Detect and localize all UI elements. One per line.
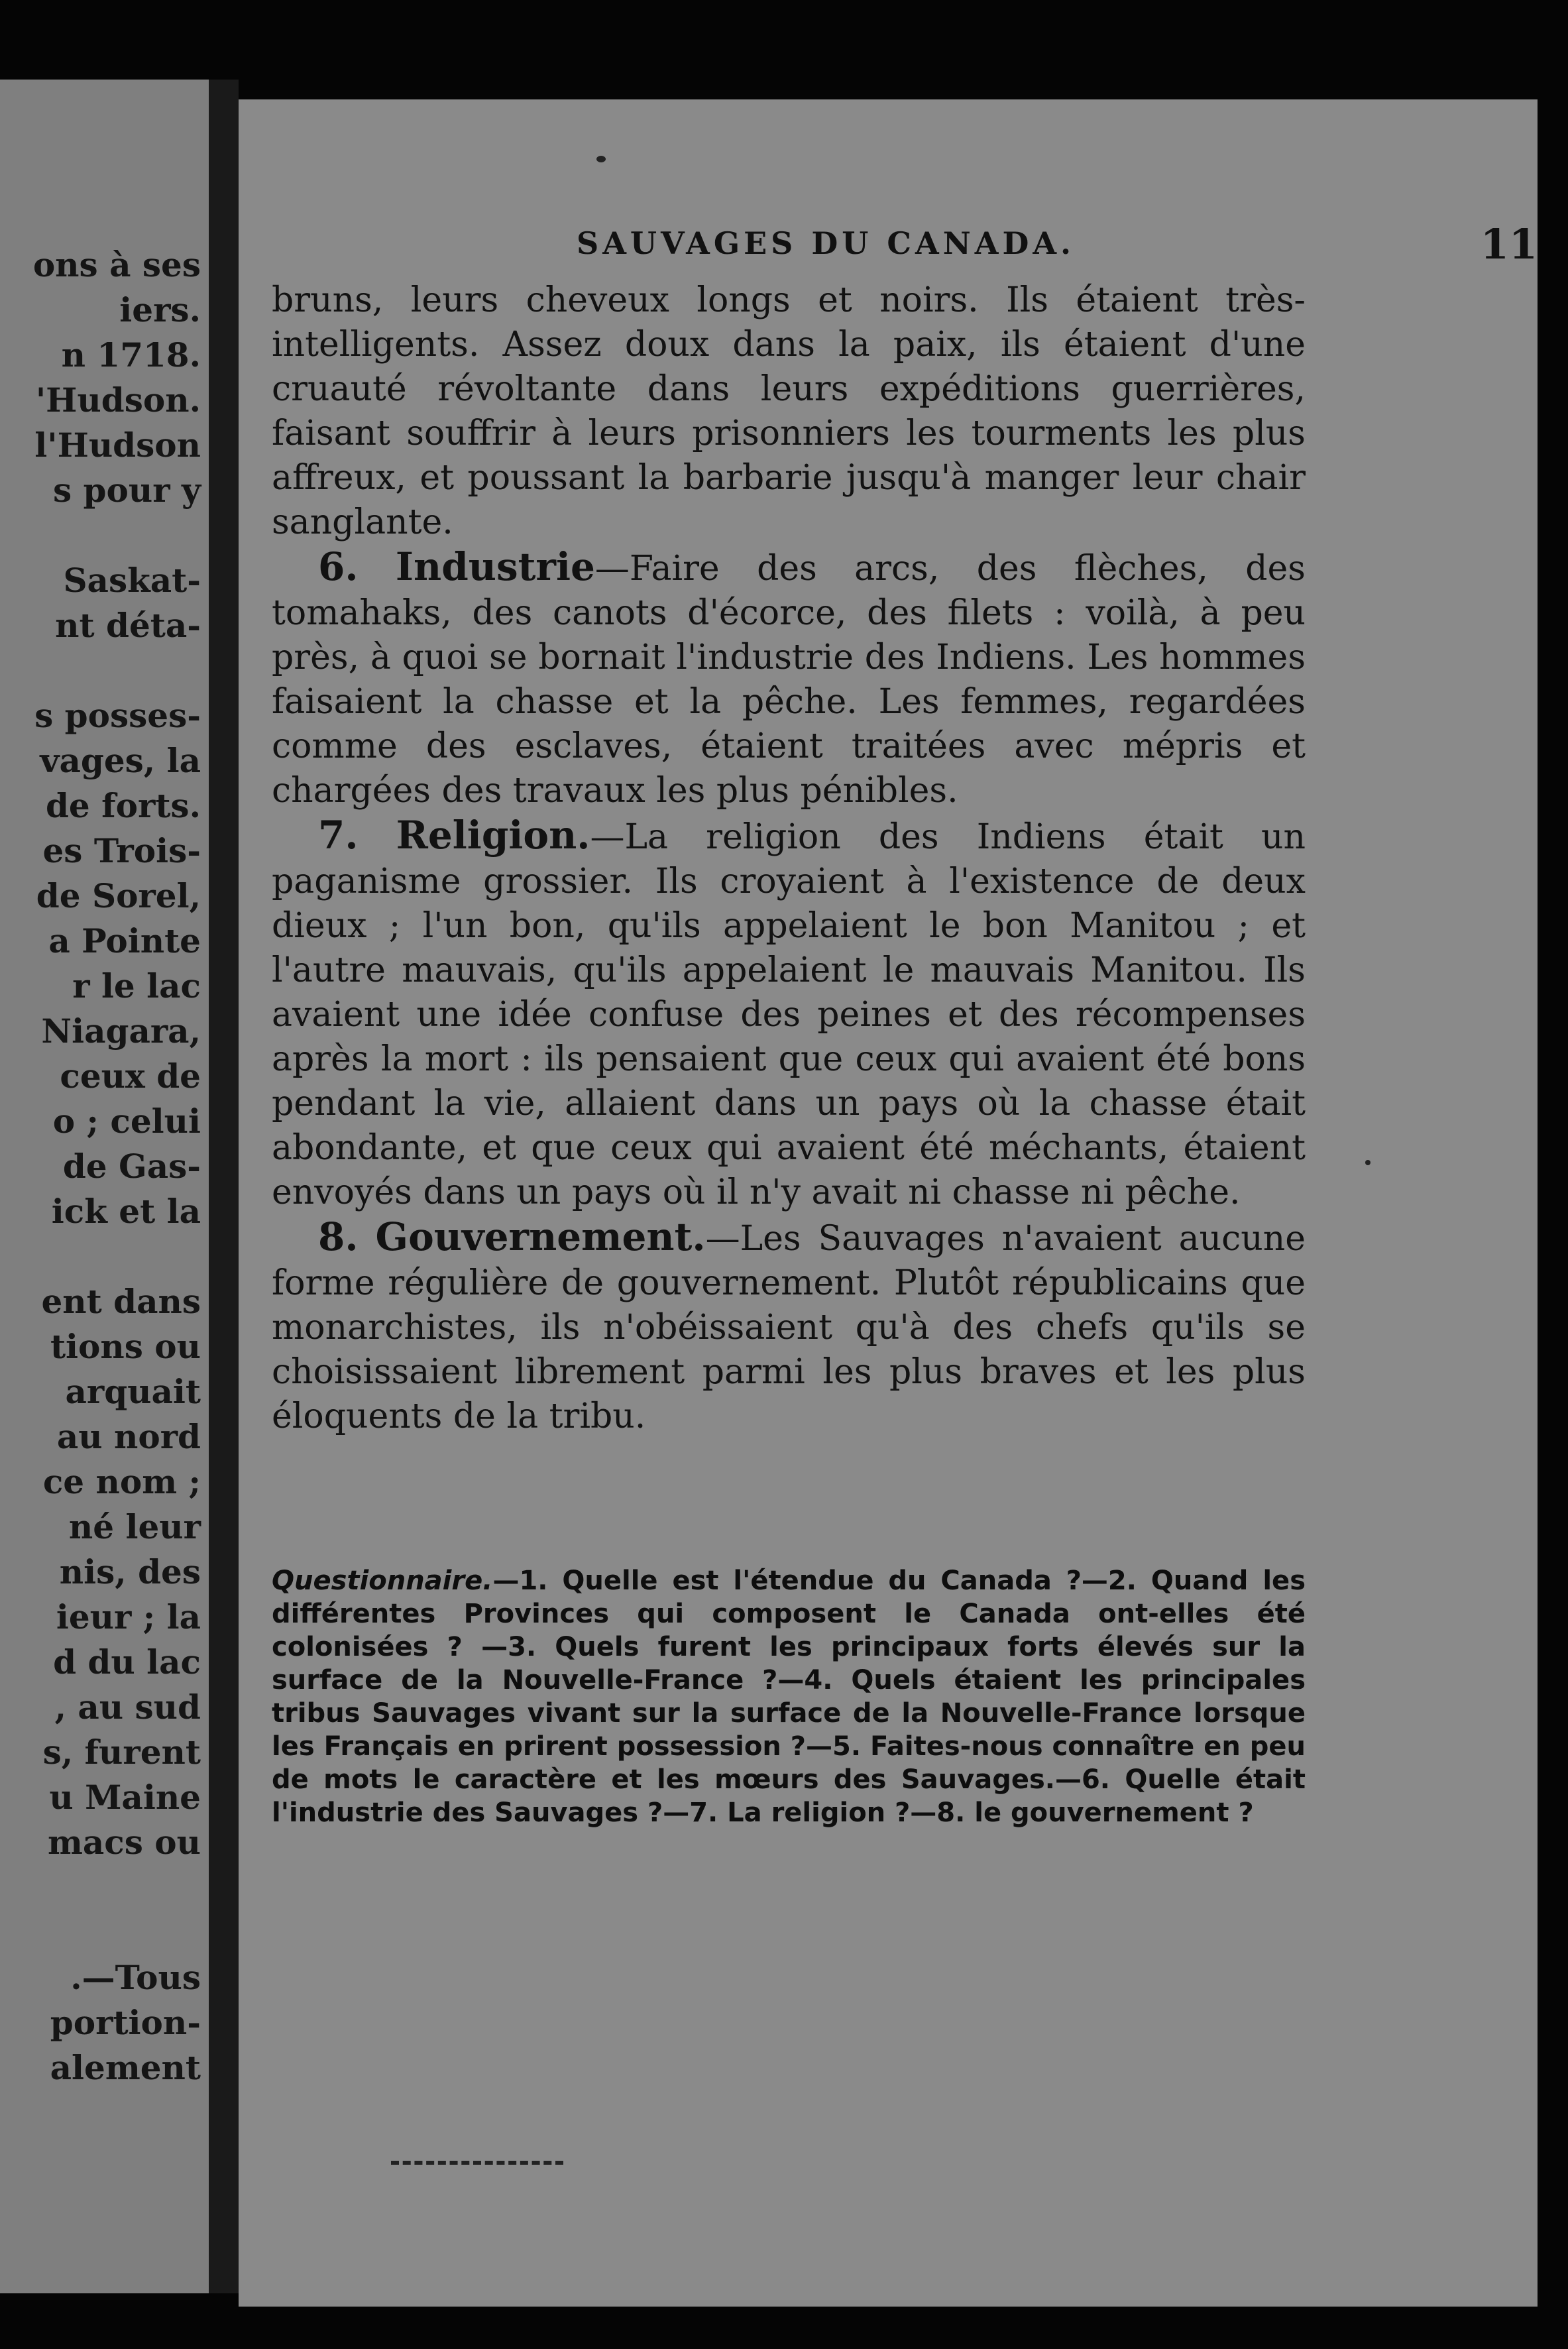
facing-page-line: l'Hudson xyxy=(34,426,201,465)
running-title: SAUVAGES DU CANADA. xyxy=(577,225,1076,261)
facing-page-line: iers. xyxy=(119,290,201,329)
facing-page-line: , au sud xyxy=(54,1688,201,1727)
facing-page-line: nis, des xyxy=(59,1552,201,1591)
facing-page-line: u Maine xyxy=(49,1778,201,1817)
page-header xyxy=(239,220,1538,278)
facing-page-line: ieur ; la xyxy=(56,1597,201,1636)
body-text xyxy=(272,278,1306,1439)
facing-page-line: de Gas- xyxy=(62,1147,201,1186)
section-heading: Industrie xyxy=(395,544,595,589)
section-gouvernement xyxy=(272,1215,1306,1439)
ink-speck xyxy=(596,156,606,162)
facing-page-line: portion- xyxy=(50,2003,201,2042)
facing-page-line: r le lac xyxy=(72,966,201,1005)
section-religion xyxy=(272,813,1306,1215)
facing-page-line: macs ou xyxy=(47,1823,201,1862)
facing-page-line: arquait xyxy=(65,1372,201,1411)
section-industrie xyxy=(272,545,1306,813)
section-text: —Faire des arcs, des flèches, des tomahaks, des canots d'écorce, des filets : voilà, à peu près, à quoi se bornait l'industrie des Indiens. Les hommes faisaient la chasse et la pêche. Les femmes, regardées comme des esclaves, étaient traitées avec mépris et chargées des travaux les plus pénibles. xyxy=(272,549,1306,811)
ink-speck xyxy=(1365,1160,1371,1165)
facing-page-line: n 1718. xyxy=(61,335,201,374)
facing-page-line: ent dans xyxy=(41,1282,201,1321)
facing-page-line: ick et la xyxy=(51,1192,201,1231)
intro-paragraph: bruns, leurs cheveux longs et noirs. Ils étaient très-intelligents. Assez doux dans la paix, ils étaient d'une cruauté révoltante dans leurs expéditions guerrières, faisant souffrir à leurs prisonniers les tourments les plus affreux, et poussant la barbarie jusqu'à manger leur chair sanglante. xyxy=(272,280,1306,542)
facing-page-line: alement xyxy=(50,2048,201,2087)
facing-page-line: d du lac xyxy=(53,1642,201,1682)
section-text: —La religion des Indiens était un paganisme grossier. Ils croyaient à l'existence de deux dieux ; l'un bon, qu'ils appelaient le bon Manitou ; et l'autre mauvais, qu'ils appelaient le mauvais Manitou. Ils avaient une idée confuse des peines et des récompenses après la mort : ils pensaient que ceux qui avaient été bons pendant la vie, allaient dans un pays où la chasse était abondante, et que ceux qui avaient été méchants, étaient envoyés dans un pays où il n'y avait ni chasse ni pêche. xyxy=(272,817,1306,1212)
book-gutter xyxy=(209,80,239,2293)
facing-page-line: s posses- xyxy=(34,696,201,735)
facing-page-line: es Trois- xyxy=(42,831,201,870)
questionnaire-label: Questionnaire. xyxy=(272,1566,493,1596)
facing-page-line: de Sorel, xyxy=(36,876,201,915)
section-text: —Les Sauvages n'avaient aucune forme régulière de gouvernement. Plutôt républicains que monarchistes, ils n'obéissaient qu'à des chefs qu'ils se choisissaient librement parmi les plus braves et les plus éloquents de la tribu. xyxy=(272,1219,1306,1436)
section-number: 8. xyxy=(318,1214,359,1259)
section-heading: Gouvernement. xyxy=(375,1214,706,1259)
facing-page-line: o ; celui xyxy=(52,1102,201,1141)
facing-page-line: né leur xyxy=(68,1507,201,1546)
facing-page-line: vages, la xyxy=(40,741,201,780)
facing-page-line: ceux de xyxy=(60,1057,201,1096)
facing-page-line: de forts. xyxy=(45,786,201,825)
facing-page-line: 'Hudson. xyxy=(35,380,201,420)
page-number: 11 xyxy=(1480,220,1538,268)
facing-page-line: s pour y xyxy=(52,471,201,510)
facing-page-line: s, furent xyxy=(42,1733,201,1772)
section-number: 6. xyxy=(318,544,359,589)
facing-page-line: Niagara, xyxy=(41,1011,201,1051)
facing-page-line: .—Tous xyxy=(70,1958,201,1997)
printer-mark xyxy=(391,2161,563,2170)
section-number: 7. xyxy=(318,813,359,858)
facing-page-fragment xyxy=(0,80,209,2293)
facing-page-line: tions ou xyxy=(50,1327,201,1366)
questionnaire xyxy=(272,1564,1306,1829)
facing-page-line: a Pointe xyxy=(48,921,201,960)
facing-page-line: nt déta- xyxy=(55,606,201,645)
facing-page-line: au nord xyxy=(56,1417,201,1456)
section-heading: Religion. xyxy=(396,813,590,858)
facing-page-line: Saskat- xyxy=(63,561,201,600)
facing-page-line: ons à ses xyxy=(32,245,201,284)
book-page xyxy=(239,99,1538,2307)
facing-page-line: ce nom ; xyxy=(42,1462,201,1501)
questionnaire-text: —1. Quelle est l'étendue du Canada ?—2. Quand les différentes Provinces qui composent le Canada ont-elles été colonisées ? —3. Quels furent les principaux forts élevés sur la surface de la Nouvelle-France ?—4. Quels étaient les principales tribus Sauvages vivant sur la surface de la Nouvelle-France lorsque les Français en prirent possession ?—5. Faites-nous connaître en peu de mots le caractère et les mœurs des Sauvages.—6. Quelle était l'industrie des Sauvages ?—7. La religion ?—8. le gouvernement ? xyxy=(272,1566,1306,1828)
